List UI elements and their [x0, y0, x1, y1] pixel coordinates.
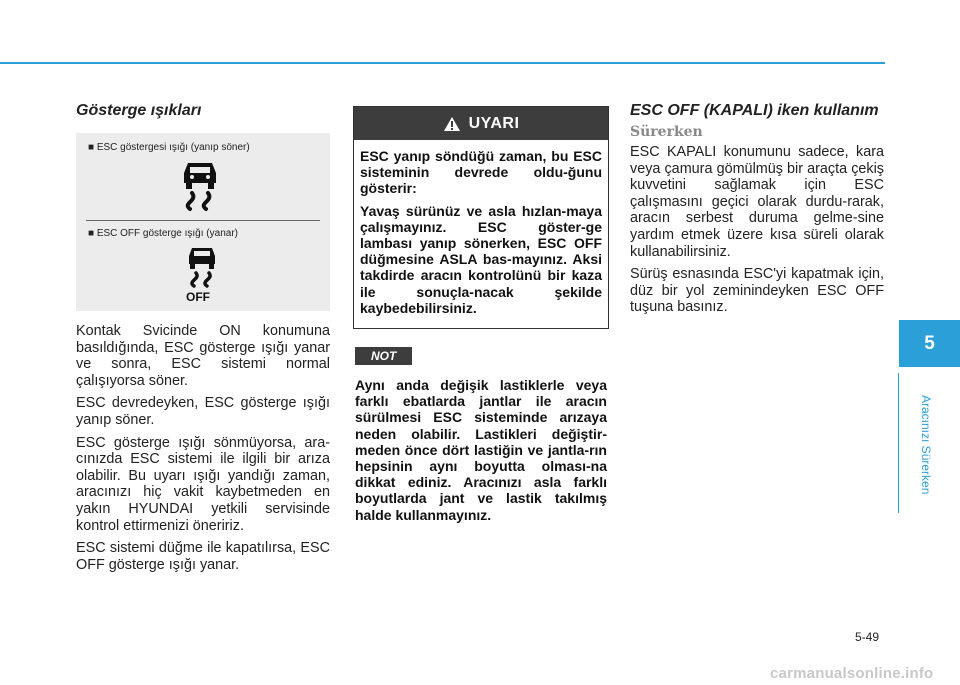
- right-column: [630, 102, 884, 322]
- middle-column: [353, 106, 607, 523]
- subsection-title: Sürerken: [630, 124, 703, 140]
- esc-off-indicator-icon: [182, 246, 222, 288]
- paragraph: ESC sistemi düğme ile kapatılırsa, ESC OFF gösterge ışığı yanar.: [76, 540, 330, 573]
- warning-box: [353, 106, 609, 329]
- warning-triangle-icon: [443, 116, 461, 132]
- section-title: ESC OFF (KAPALI) iken kullanım: [630, 102, 879, 119]
- warning-header: [354, 107, 608, 140]
- footer-watermark: carmanualsonline.info: [770, 665, 934, 682]
- indicator-figure: [76, 133, 330, 311]
- note-badge: NOT: [355, 347, 412, 365]
- esc-indicator-icon: [176, 159, 224, 213]
- top-rule: [0, 62, 885, 64]
- figure-divider: [86, 220, 320, 221]
- left-body: [76, 323, 330, 573]
- paragraph: Sürüş esnasında ESC'yi kapatmak için, düz bir yol zeminindeyken ESC OFF tuşuna basınız.: [630, 266, 884, 316]
- off-label: OFF: [186, 290, 210, 304]
- chapter-line: [898, 373, 899, 513]
- paragraph: Kontak Svicinde ON konumuna basıldığında, ESC gösterge ışığı yanar ve sonra, ESC sistemi normal çalışıyorsa söner.: [76, 323, 330, 389]
- figure-caption-esc-off: ■ ESC OFF gösterge ışığı (yanar): [88, 228, 238, 239]
- left-column: [76, 102, 330, 579]
- warning-body: [354, 140, 608, 328]
- warning-paragraph: Yavaş sürünüz ve asla hızlan-maya çalışmayınız. ESC göster-ge lambası yanıp sönerken, ESC OFF düğmesine ASLA bas-mayınız. Aksi takdirde aracın kontrolünü bir kaza ile sonuçla-nacak şekilde kaybedebilirsiniz.: [360, 202, 602, 316]
- page-number: 5-49: [855, 630, 880, 644]
- chapter-tab: 5: [899, 320, 960, 367]
- figure-caption-esc: ■ ESC göstergesi ışığı (yanıp söner): [88, 142, 250, 153]
- chapter-title: Aracınızı Sürerken: [919, 395, 933, 495]
- note-text: Aynı anda değişik lastiklerle veya farklı ebatlarda jantlar ile aracın sürülmesi ESC sisteminde arızaya neden olabilir. Lastikleri değiştir-meden önce dört lastiğin ve jantla-rın hepsinin aynı boyutta olması-na dikkat ediniz. Aracınızı asla farklı boyutlarda jant ve lastik takılmış halde kullanmayınız.: [355, 377, 607, 523]
- paragraph: ESC devredeyken, ESC gösterge ışığı yanıp söner.: [76, 395, 330, 428]
- paragraph: ESC KAPALI konumunu sadece, kara veya çamura gömülmüş bir araçta çekiş kuvvetini sağlamak için ESC çalışmasını geçici olarak durdu-rarak, aracın serbest duruma gelme-sine yardım etmek üzere kısa süreli olarak kullanabilirsiniz.: [630, 144, 884, 260]
- warning-paragraph: ESC yanıp söndüğü zaman, bu ESC sisteminin devrede oldu-ğunu gösterir:: [360, 148, 602, 197]
- note-section: [353, 347, 607, 523]
- section-title: Gösterge ışıkları: [76, 102, 202, 119]
- warning-label: UYARI: [468, 114, 520, 132]
- paragraph: ESC gösterge ışığı sönmüyorsa, ara-cınızda ESC sistemi ile ilgili bir arıza olabilir. Bu uyarı ışığı yandığı zaman, aracınızı hiç vakit kaybetmeden en yakın HYUNDAI yetkili servisinde kontrol ettirmenizi öneririz.: [76, 434, 330, 534]
